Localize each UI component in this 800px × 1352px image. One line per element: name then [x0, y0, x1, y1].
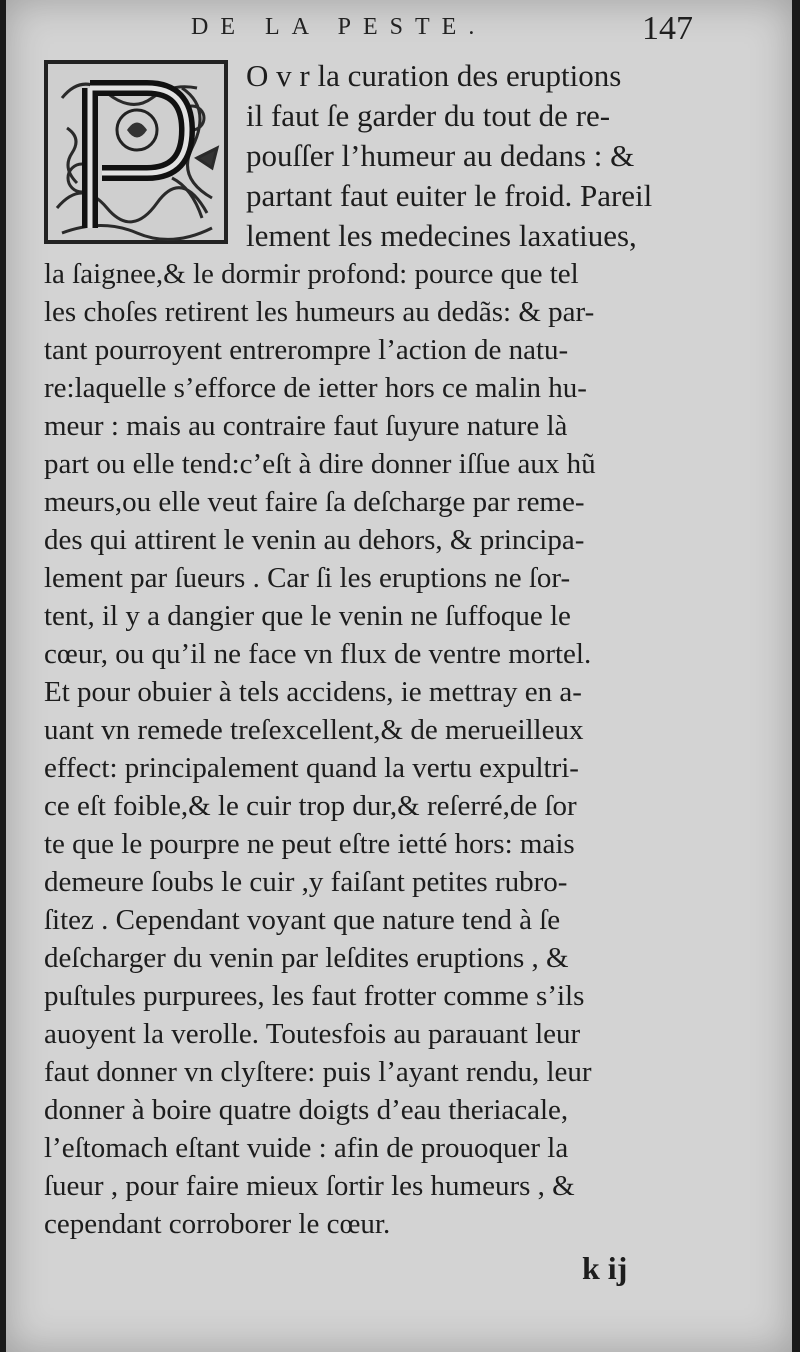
ornamental-drop-cap-p — [42, 58, 230, 246]
text-line: partant faut euiter le froid. Pareil — [246, 178, 653, 213]
text-line: tent, il y a dangier que le venin ne ſuffoque le — [44, 600, 571, 632]
text-line: pouſſer l’humeur au dedans : & — [246, 138, 635, 173]
running-head: DE LA PESTE. — [191, 14, 487, 40]
text-line: donner à boire quatre doigts d’eau theriacale, — [44, 1094, 569, 1126]
text-line: tant pourroyent entrerompre l’action de natu- — [44, 334, 569, 366]
text-line: re:laquelle s’efforce de ietter hors ce malin hu- — [44, 372, 587, 404]
text-line: Et pour obuier à tels accidens, ie mettray en a- — [44, 676, 582, 708]
text-line: puſtules purpurees, les faut frotter comme s’ils — [44, 980, 585, 1012]
text-line: cœur, ou qu’il ne face vn flux de ventre mortel. — [44, 638, 592, 670]
page-number: 147 — [642, 10, 693, 47]
text-line: cependant corroborer le cœur. — [44, 1208, 391, 1240]
text-line: auoyent la verolle. Toutesfois au parauant leur — [44, 1018, 581, 1050]
text-line: ſueur , pour faire mieux ſortir les humeurs , & — [44, 1170, 575, 1202]
text-line: lement les medecines laxatiues, — [246, 218, 637, 253]
text-line: l’eſtomach eſtant vuide : afin de prouoquer la — [44, 1132, 569, 1164]
text-line: les choſes retirent les humeurs au dedãs: & par- — [44, 296, 595, 328]
text-line: ce eſt foible,& le cuir trop dur,& reſerré,de ſor — [44, 790, 577, 822]
text-line: effect: principalement quand la vertu expultri- — [44, 752, 579, 784]
text-line: ſitez . Cependant voyant que nature tend à ſe — [44, 904, 561, 936]
signature-mark: k ij — [582, 1250, 628, 1286]
text-line: part ou elle tend:c’eſt à dire donner iſſue aux hũ — [44, 448, 596, 480]
text-line: des qui attirent le venin au dehors, & principa- — [44, 524, 585, 556]
text-line: meur : mais au contraire faut ſuyure nature là — [44, 410, 568, 442]
text-line: te que le pourpre ne peut eſtre ietté hors: mais — [44, 828, 575, 860]
book-page — [6, 0, 792, 1352]
text-line: deſcharger du venin par leſdites eruptions , & — [44, 942, 569, 974]
text-line: il faut ſe garder du tout de re- — [246, 98, 611, 133]
text-line: O v r la curation des eruptions — [246, 58, 622, 93]
text-line: lement par ſueurs . Car ſi les eruptions ne ſor- — [44, 562, 571, 594]
text-line: uant vn remede treſexcellent,& de merueilleux — [44, 714, 584, 746]
text-line: la ſaignee,& le dormir profond: pource que tel — [44, 258, 579, 290]
text-line: meurs,ou elle veut faire ſa deſcharge par reme- — [44, 486, 585, 518]
text-line: faut donner vn clyſtere: puis l’ayant rendu, leur — [44, 1056, 592, 1088]
text-line: demeure ſoubs le cuir ,y faiſant petites rubro- — [44, 866, 568, 898]
